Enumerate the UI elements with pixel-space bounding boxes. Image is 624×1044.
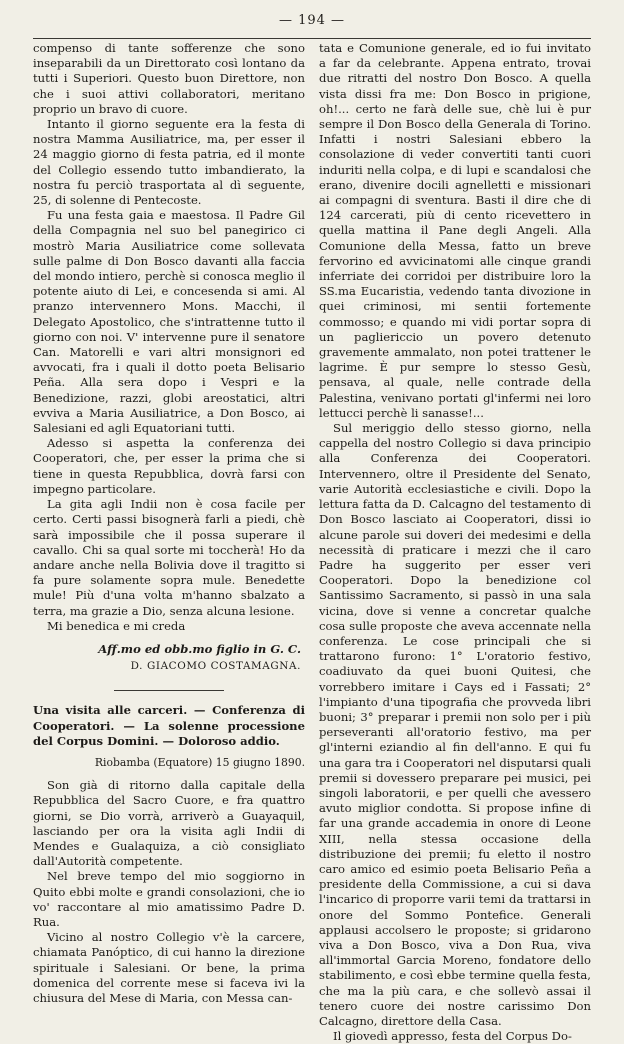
signature-line: Aff.mo ed obb.mo figlio in G. C.: [98, 641, 301, 656]
signer-name: D. GIACOMO COSTAMAGNA.: [130, 660, 301, 673]
section-divider: [114, 690, 224, 691]
paragraph: compenso di tante sofferenze che sono inseparabili da un Direttorato così lontano da tutti i Superiori. Questo buon Direttore, non che i suoi attivi collaboratori, meritano proprio un bravo di cuore.: [33, 41, 305, 116]
paragraph: Il giovedì appresso, festa del Corpus Do-: [333, 1029, 572, 1044]
paragraph: Intanto il giorno seguente era la festa di nostra Mamma Ausiliatrice, ma, per esser il 24 maggio giorno di festa patria, ed il monte del Collegio essendo tutto imbandierato, la nostra fu perciò trasportata al dì seguente, 25, di solenne di Pentecoste.: [33, 117, 305, 208]
paragraph: Nel breve tempo del mio soggiorno in Quito ebbi molte e grandi consolazioni, che io vo' raccontare al mio amatissimo Padre D. Rua.: [33, 869, 305, 929]
header-rule: [33, 38, 591, 39]
paragraph: tata e Comunione generale, ed io fui invitato a far da celebrante. Appena entrato, trovai due ritratti del nostro Don Bosco. A quella vista dissi fra me: Don Bosco in prigione, oh!... certo ne farà delle sue, chè lui è pur sempre il Don Bosco della Generala di Torino. Infatti i nostri Salesiani ebbero la consolazione di veder convertiti tanti cuori induriti nella colpa, e di lupi e scandalosi che erano, divenire docili agnelletti e missionari ai compagni di sventura. Basti il dire che di 124 carcerati, più di cento ricevettero in quella mattina il Pane degli Angeli. Alla Comunione della Messa, fatto un breve fervorino ed avvicinatomi alle cinque grandi inferriate dei corridoi per distribuire loro la SS.ma Eucaristia, vedendo tanta divozione in quei criminosi, mi sentii fortemente commosso; e quando mi vidi portar sopra di un pagliericcio un povero detenuto gravemente ammalato, non potei trattener le lagrime. È pur sempre lo stesso Gesù, pensava, al quale, nelle contrade della Palestina, venivano portati gl'infermi nei loro lettucci perchè li sanasse!...: [319, 41, 591, 420]
paragraph: Son già di ritorno dalla capitale della Repubblica del Sacro Cuore, e fra quattro giorni, se Dio vorrà, arriverò a Guayaquil, lasciando per ora la visita agli Indii di Mendes e Gualaquiza, a ciò consigliato dall'Autorità competente.: [33, 778, 305, 869]
dateline: Riobamba (Equatore) 15 giugno 1890.: [94, 755, 305, 769]
right-column: [319, 41, 591, 1044]
closing-line: Mi benedica e mi creda: [47, 618, 186, 633]
article-title: Una visita alle carceri. — Conferenza di Cooperatori. — La solenne processione del Corpus Domini. — Doloroso addio.: [33, 703, 305, 748]
paragraph: Adesso si aspetta la conferenza dei Cooperatori, che, per esser la prima che si tiene in questa Repubblica, dovrà farsi con impegno particolare.: [33, 436, 305, 496]
left-column: [33, 41, 305, 1006]
paragraph: Sul meriggio dello stesso giorno, nella cappella del nostro Collegio si dava principio alla Conferenza dei Cooperatori. Intervennero, oltre il Presidente del Senato, varie Autorità ecclesiastiche e civili. Dopo la lettura fatta da D. Calcagno del testamento di Don Bosco lasciato ai Cooperatori, dissi io alcune parole sui doveri dei medesimi e della necessità di praticare i mezzi che il caro Padre ha suggerito per esser veri Cooperatori. Dopo la benedizione col Santissimo Sacramento, si passò in una sala vicina, dove si venne a concretar qualche cosa sulle proposte che aveva accennate nella conferenza. Le cose principali che si trattarono furono: 1° L'oratorio festivo, coadiuvato da quei buoni Quitesi, che vorrebbero imitare i Cays ed i Fassati; 2° l'impianto d'una tipografia che provveda libri buoni; 3° preparar i premii non solo per i più perseveranti all'oratorio festivo, ma per gl'interni eziandio al fin dell'anno. E qui fu una gara tra i Cooperatori nel disputarsi quali premii si dovessero preparare pei musici, pei singoli laboratorii, e per quelli che avessero avuto miglior condotta. Si propose infine di far una grande accademia in onore di Leone XIII, nella stessa occasione della distribuzione dei premii; fu eletto il nostro caro amico ed esimio poeta Belisario Peña a presidente della Commissione, a cui si dava l'incarico di proporre varii temi da trattarsi in onore del Sommo Pontefice. Generali applausi accolsero le proposte; si gridarono viva a Don Bosco, viva a Don Rua, viva all'immortal Garcia Moreno, fondatore dello stabilimento, e così ebbe termine quella festa, che ma la più cara, e che sollevò assai il tenero cuore dei nostre carissimo Don Calcagno, direttore della Casa.: [319, 421, 591, 1028]
paragraph: Fu una festa gaia e maestosa. Il Padre Gil della Compagnia nel suo bel panegirico ci mostrò Maria Ausiliatrice come sollevata sulle palme di Don Bosco davanti alla faccia del mondo intiero, perchè si conosca meglio il potente aiuto di Lei, e concesenda si ami. Al pranzo intervennero Mons. Macchi, il Delegato Apostolico, che s'intrattenne tutto il giorno con noi. V' intervenne pure il senatore Can. Matorelli e vari altri monsignori ed avvocati, fra i quali il dotto poeta Belisario Peña. Alla sera dopo i Vespri e la Benedizione, razzi, globi areostatici, altri evviva a Maria Ausiliatrice, a Don Bosco, ai Salesiani ed agli Equatoriani tutti.: [33, 208, 305, 436]
paragraph: Vicino al nostro Collegio v'è la carcere, chiamata Panóptico, di cui hanno la direzione spirituale i Salesiani. Or bene, la prima domenica del corrente mese si faceva ivi la chiusura del Mese di Maria, con Messa can-: [33, 930, 305, 1005]
page-number: — 194 —: [278, 13, 346, 28]
paragraph: La gita agli Indii non è cosa facile per certo. Certi passi bisognerà farli a piedi, chè sarà impossibile che il possa superare il cavallo. Chi sa qual sorte mi toccherà! Ho da andare anche nella Bolivia dove il tragitto si fa pure solamente sopra mule. Benedette mule! Più d'una volta m'hanno sbalzato a terra, ma grazie a Dio, senza alcuna lesione.: [33, 497, 305, 618]
